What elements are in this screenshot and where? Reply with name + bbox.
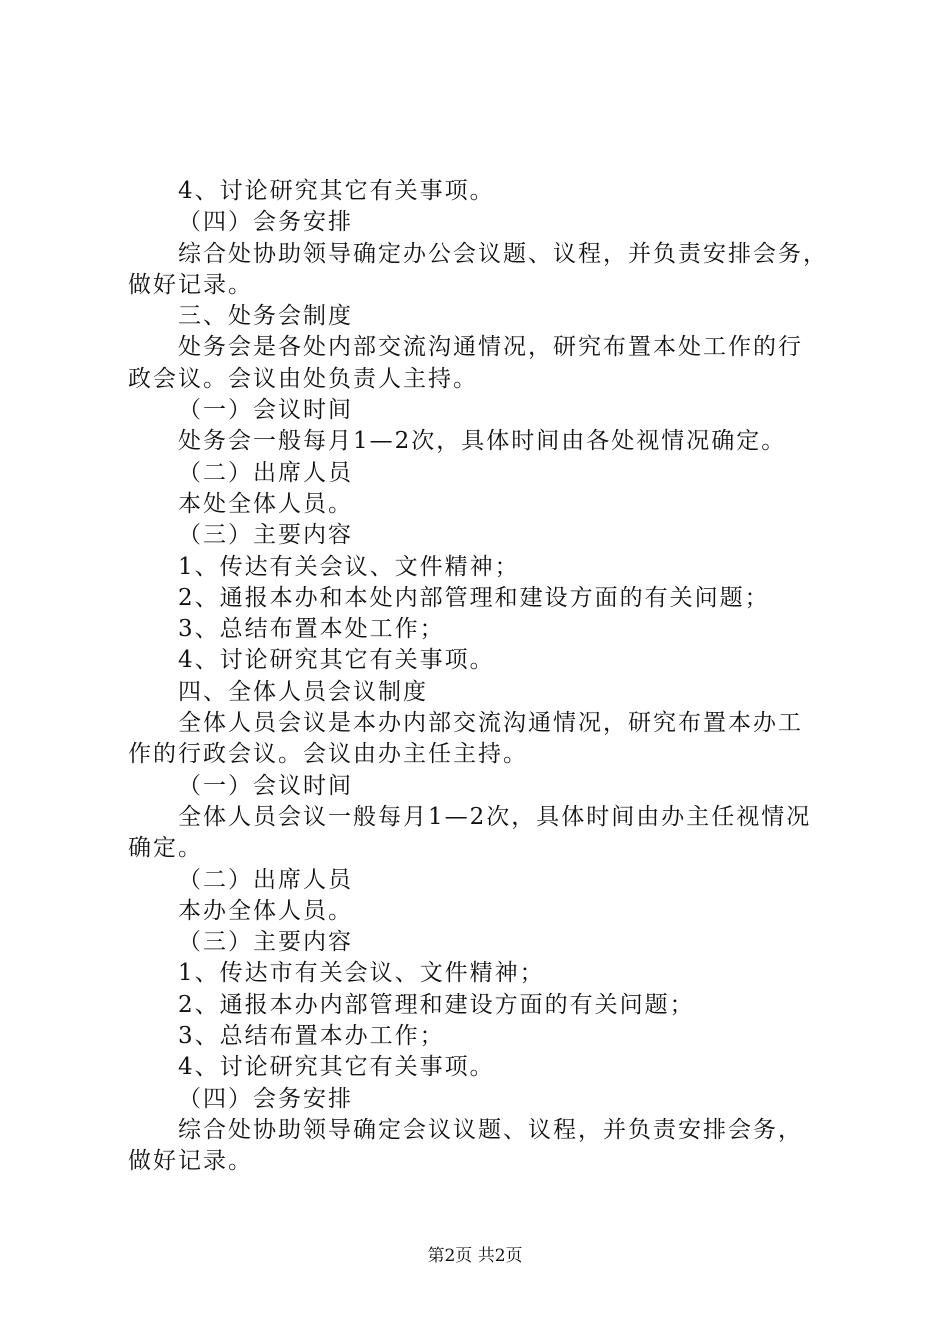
text-line: 全体人员会议是本办内部交流沟通情况，研究布置本办工 xyxy=(178,710,803,737)
text-line: 全体人员会议一般每月1—2次，具体时间由办主任视情况 xyxy=(178,803,812,830)
text-line: 本办全体人员。 xyxy=(178,897,353,924)
page-footer: 第2页 共2页 xyxy=(427,1246,523,1266)
text-line: 做好记录。 xyxy=(128,1148,253,1175)
text-line: （四）会务安排 xyxy=(178,1085,353,1112)
text-line: 4、讨论研究其它有关事项。 xyxy=(178,647,495,674)
text-line: （一）会议时间 xyxy=(178,772,353,799)
text-line: 4、讨论研究其它有关事项。 xyxy=(178,178,495,204)
text-line: 综合处协助领导确定办公会议题、议程，并负责安排会务， xyxy=(178,240,828,267)
text-line: 三、处务会制度 xyxy=(178,303,353,330)
text-line: 做好记录。 xyxy=(128,271,253,298)
text-line: 4、讨论研究其它有关事项。 xyxy=(178,1054,495,1081)
text-line: 1、传达有关会议、文件精神； xyxy=(178,553,520,580)
document-body xyxy=(128,176,838,1178)
text-line: （三）主要内容 xyxy=(178,522,353,549)
text-line: 本处全体人员。 xyxy=(178,490,353,517)
text-line: （二）出席人员 xyxy=(178,866,353,893)
text-line: 确定。 xyxy=(128,835,203,862)
text-line: 综合处协助领导确定会议议题、议程，并负责安排会务， xyxy=(178,1116,803,1143)
text-line: 3、总结布置本处工作； xyxy=(178,616,445,643)
text-line: 处务会是各处内部交流沟通情况，研究布置本处工作的行 xyxy=(178,334,803,361)
text-line: 2、通报本办和本处内部管理和建设方面的有关问题； xyxy=(178,584,770,611)
text-line: 3、总结布置本办工作； xyxy=(178,1023,445,1050)
text-line: 四、全体人员会议制度 xyxy=(178,678,428,705)
text-line: 处务会一般每月1—2次，具体时间由各处视情况确定。 xyxy=(178,428,787,455)
text-line: （三）主要内容 xyxy=(178,929,353,956)
text-line: （一）会议时间 xyxy=(178,397,353,424)
text-line: 1、传达市有关会议、文件精神； xyxy=(178,960,545,987)
text-line: 政会议。会议由处负责人主持。 xyxy=(128,365,478,392)
text-line: （四）会务安排 xyxy=(178,209,353,236)
text-line: （二）出席人员 xyxy=(178,459,353,486)
text-line: 2、通报本办内部管理和建设方面的有关问题； xyxy=(178,991,695,1018)
text-line: 作的行政会议。会议由办主任主持。 xyxy=(128,741,528,768)
